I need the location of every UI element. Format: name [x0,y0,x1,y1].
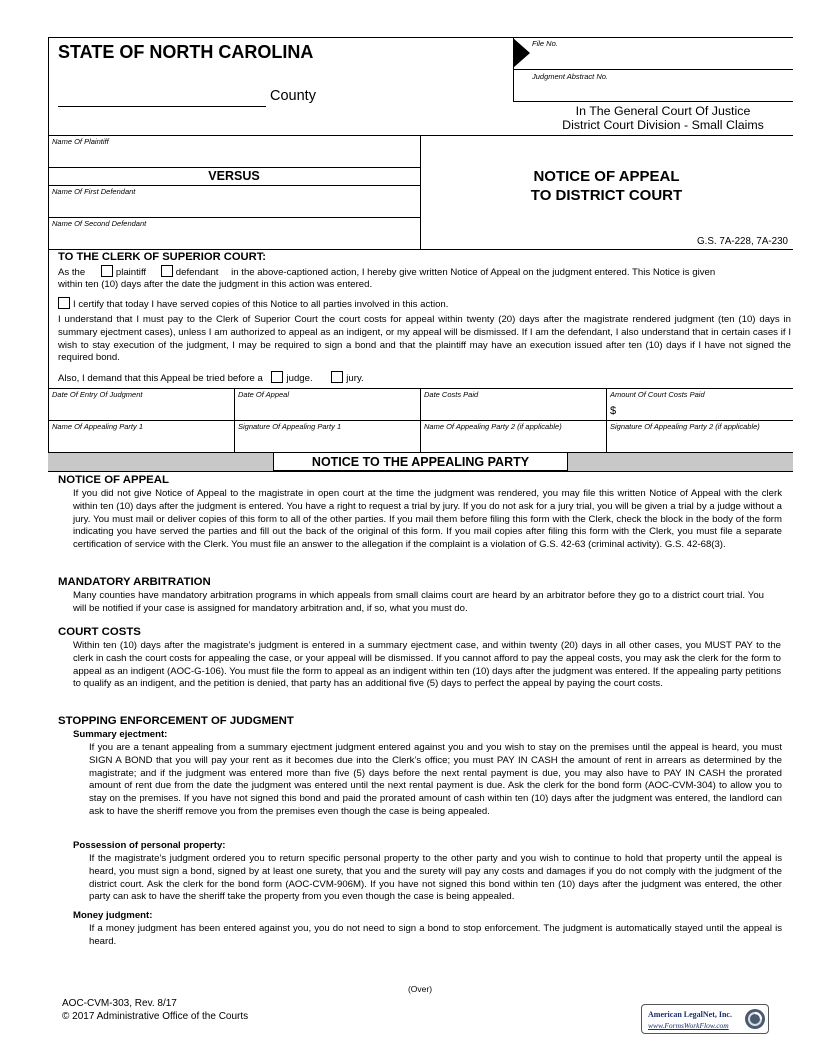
as-the-label: As the [58,267,86,278]
demand-line [58,371,364,386]
appealing-party-1-name-field[interactable]: Name Of Appealing Party 1 [52,422,144,431]
appealing-party-2-signature-field[interactable]: Signature Of Appealing Party 2 (if applicable) [610,422,760,431]
mandatory-arbitration-paragraph: Many counties have mandatory arbitration programs in which appeals from small claims court are heard by an arbitrator before they go to a district court trial. You will be notified if your case is assigned for mandatory arbitration and, if so, what you must do. [73,590,764,614]
plaintiff-checkbox[interactable] [101,265,113,277]
appealing-party-1-signature-field[interactable]: Signature Of Appealing Party 1 [238,422,342,431]
second-defendant-label: Name Of Second Defendant [52,219,147,228]
first-defendant-line[interactable] [48,217,420,218]
banner-bottom-line [48,471,793,472]
county-label: County [270,88,316,104]
table-col-divider-1 [234,388,235,452]
appeal-party-line [58,265,793,280]
first-defendant-label: Name Of First Defendant [52,187,136,196]
over-label: (Over) [407,984,433,994]
date-of-appeal-field[interactable]: Date Of Appeal [238,390,290,399]
understand-paragraph: I understand that I must pay to the Clerk of Superior Court the court costs for appeal within twenty (20) days after the magistrate rendered judgment (ten (10) days in summary ejectment cases), unless I am authorized to appeal as an indigent, or my appeal will be dismissed. If I am the defendant, I also understand that in certain cases if I wish to stay execution of the judgment, I may be required to sign a bond and that the plaintiff may have an execution issued after ten (10) days if I have not signed the required bond. [58,314,791,364]
plaintiff-label: Name Of Plaintiff [52,137,109,146]
globe-icon [744,1008,766,1030]
judge-option-label: judge. [286,373,313,384]
dollar-sign: $ [610,405,617,417]
state-title: STATE OF NORTH CAROLINA [58,42,314,62]
table-col-divider-3 [606,388,607,452]
notice-of-appeal-heading: NOTICE OF APPEAL [58,474,169,486]
stopping-enforcement-heading: STOPPING ENFORCEMENT OF JUDGMENT [58,715,294,727]
certify-text: I certify that today I have served copies of this Notice to all parties involved in this action. [73,299,449,310]
judgment-abstract-line[interactable] [513,101,793,102]
summary-ejectment-paragraph: If you are a tenant appealing from a summary ejectment judgment entered against you and you wish to stay on the premises until the appeal is heard, you must SIGN A BOND that you will pay your rent as it becomes due into the Clerk’s office; you must PAY IN CASH the amount of rent in arrears as determined by the magistrate; and if the judgment was entered more than five (5) days before the next rental payment is due, you may also have to PAY IN CASH the prorated amount of rent due from the date the judgment was entered until the next rental payment is due. Ask the clerk for the bond form (AOC-CVM-304) to allow you to stay on the premises. If you have not signed this bond and paid the prorated amount of cash within ten (10) days after the judgment was entered, the landlord can ask to have the sheriff remove you from the premises even though the case is being appealed. [89,742,782,817]
county-line[interactable] [58,106,266,107]
left-border [48,37,49,471]
jury-option-label: jury. [346,373,364,384]
statute-reference: G.S. 7A-228, 7A-230 [697,236,788,247]
notice-banner: NOTICE TO THE APPEALING PARTY [273,452,568,471]
top-border [48,37,793,38]
clerk-heading: TO THE CLERK OF SUPERIOR COURT: [58,251,267,263]
logo-url: www.FormsWorkFlow.com [648,1021,729,1030]
certify-line [55,297,448,312]
possession-heading: Possession of personal property: [73,840,226,851]
banner-left-shade [48,453,273,471]
defendant-option-label: defendant [175,267,219,278]
legalnet-logo[interactable] [641,1004,769,1034]
banner-right-shade [568,453,793,471]
table-col-divider-2 [420,388,421,452]
court-costs-paragraph: Within ten (10) days after the magistrate’s judgment is entered in a summary ejectment case, and within twenty (20) days in all other cases, you MUST PAY to the clerk in cash the court costs for appealing the case, or your appeal will be dismissed. If you cannot afford to pay the appeal costs, you may ask the clerk for the form to appeal as an indigent (AOC-G-106). You must file the form to appeal as an indigent within ten (10) days after the judgment was entered. If the appealing party petitions to qualify as an indigent, and the petition is denied, that party has an additional five (5) days to perfect the appeal by paying the court costs. [73,640,781,690]
date-entry-judgment-field[interactable]: Date Of Entry Of Judgment [52,390,143,399]
copyright: © 2017 Administrative Office of the Courts [62,1011,249,1022]
court-line-1: In The General Court Of Justice [575,104,751,118]
demand-text: Also, I demand that this Appeal be tried before a [58,373,263,384]
jury-checkbox[interactable] [331,371,343,383]
money-judgment-heading: Money judgment: [73,910,153,921]
notice-text-2: within ten (10) days after the date the judgment in this action was entered. [58,279,373,290]
appealing-party-2-name-field[interactable]: Name Of Appealing Party 2 (if applicable) [424,422,562,431]
notice-text: in the above-captioned action, I hereby give written Notice of Appeal on the judgment entered. This Notice is given [231,267,716,278]
defendant-checkbox[interactable] [161,265,173,277]
file-no-label: File No. [532,39,558,48]
summary-ejectment-heading: Summary ejectment: [73,729,168,740]
file-no-line[interactable] [513,69,793,70]
certify-checkbox[interactable] [58,297,70,309]
form-number: AOC-CVM-303, Rev. 8/17 [62,998,177,1009]
court-costs-heading: COURT COSTS [58,626,141,638]
file-no-arrow-icon [513,38,530,68]
versus-label: VERSUS [208,169,260,183]
form-title-line-2: TO DISTRICT COURT [530,187,683,204]
county-field [58,88,328,108]
money-judgment-paragraph: If a money judgment has been entered against you, you do not need to sign a bond to stop enforcement. The judgment is automatically stayed until the appeal is heard. [89,923,782,947]
possession-paragraph: If the magistrate’s judgment ordered you to return specific personal property to the other party and you wish to continue to hold that property until the appeal is heard, you must sign a bond, signed by at least one surety, that you and the surety will pay any costs and damages if you do not comply with the judgment of the district court. Ask the clerk for the bond form (AOC-CVM-906M). If you have not signed this bond within ten (10) days after the judgment was entered, the other party can ask to have the sheriff take the property from you even though the case is being appealed. [89,853,782,903]
versus-line [48,185,420,186]
court-line-2: District Court Division - Small Claims [562,118,764,132]
judge-checkbox[interactable] [271,371,283,383]
plaintiff-option-label: plaintiff [115,267,147,278]
judgment-abstract-label: Judgment Abstract No. [532,72,609,81]
mandatory-arbitration-heading: MANDATORY ARBITRATION [58,576,211,588]
amount-costs-paid-field[interactable]: Amount Of Court Costs Paid [610,390,705,399]
plaintiff-line[interactable] [48,167,420,168]
caption-bottom-line [48,249,793,250]
notice-of-appeal-paragraph: If you did not give Notice of Appeal to the magistrate in open court at the time the judgment was rendered, you may file this written Notice of Appeal with the clerk within ten (10) days after the judgment is entered. You have a right to request a trial by jury. If you do not ask for a jury trial, you will be given a trial by a judge without a jury. You must mail or deliver copies of this form to all of the other parties. If you mail them before filing this form with the Clerk, check the block in the body of the form indicating you have served the parties and fill out the back of the original of this form. If you mail copies after filing this form with the Clerk, you must file a separate certification of service with the Clerk. You must file an answer to the allegation if the complaint is a violation of G.S. 42-63 (criminal activity). G.S. 42-68(3). [73,488,782,551]
form-title-line-1: NOTICE OF APPEAL [533,168,680,185]
logo-name: American LegalNet, Inc. [648,1010,732,1019]
date-costs-paid-field[interactable]: Date Costs Paid [424,390,479,399]
